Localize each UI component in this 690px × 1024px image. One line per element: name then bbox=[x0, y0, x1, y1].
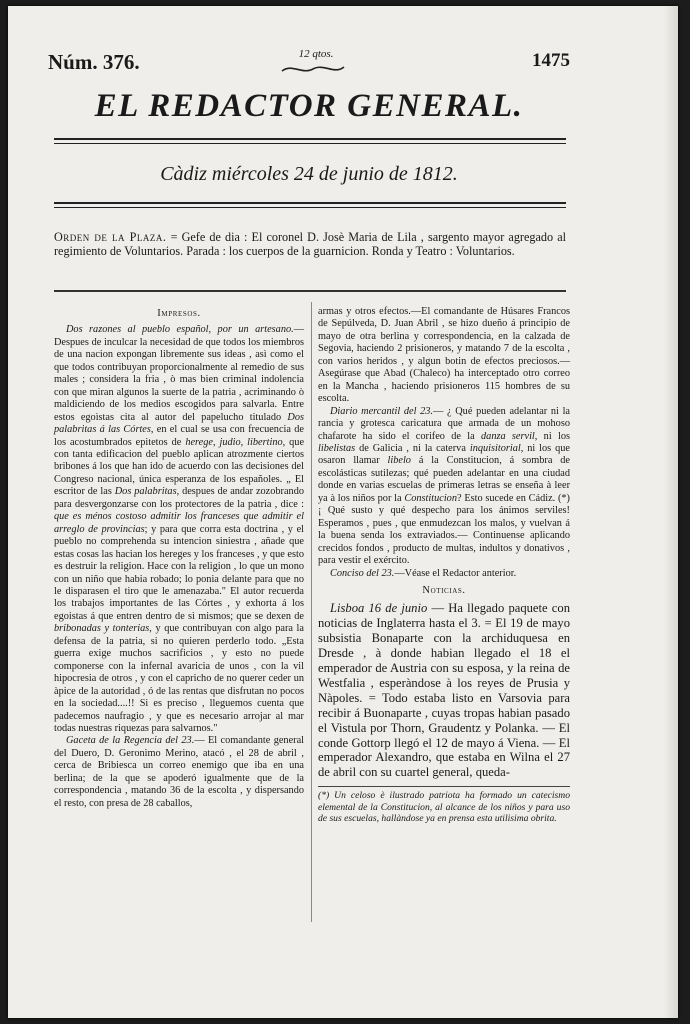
article-continuation: armas y otros efectos.—El comandante de Húsares Francos de Sepúlveda, D. Juan Abril , se hizo dueño á principio de mayo de otra berlina y correspondencia, en la calzada de Segovia, haciendo 2 prisioneros, y matando 7 de la escolta , con varios heridos , y algun botin de efectos preciosos.—Asegúrase que Abad (Chaleco) ha interceptado otro correo en la Mancha , haciendo prisioneros 115 hombres de su escolta. bbox=[318, 306, 570, 405]
newspaper-page bbox=[8, 6, 678, 1018]
article-diario-mercantil: Diario mercantil del 23.— ¿ Qué pueden adelantar ni la rancia y grotesca caricatura que armada de un mohoso chafarote ha sido el corifeo de la danza servil, ni los libelistas de Galicia , ni la caterva inquisitorial, ni los que osaron llamar libelo á la Constitucion, á sombra de escolásticas sutilezas; qué pueden adelantar en una ciudad donde en varias escuelas de primeras letras se enseña à leer ya à los niños por la Constitucion? Esto sucede en Cádiz. (*) ¡ Qué susto y qué despecho para los ánimos serviles! Esperamos , pues , que enmudezcan los malos, y vuelvan á la buena senda los extraviados.— Continuense aplicando crecidos fondos , producto de multas, indultos y donativos , para vestir el exército. bbox=[318, 405, 571, 567]
footnote: (*) Un celoso è ilustrado patriota ha formado un catecismo elemental de la Constitucion, al alcance de los niños y para uso de sus escuelas, hallàndose ya en prensa esta utilisima obrita. bbox=[318, 786, 570, 825]
rule-columns bbox=[54, 290, 566, 292]
price-quarters: 12 qtos. bbox=[298, 48, 334, 60]
section-heading-noticias: Noticias. bbox=[422, 584, 466, 596]
left-column bbox=[54, 306, 304, 810]
page-edge-shadow bbox=[664, 6, 678, 1018]
orden-text: = Gefe de dia : El coronel D. Josè Maria de Lila , sargento mayor agregado al regimiento de Voluntarios. Parada : los cuerpos de la guarnicion. Ronda y Teatro : Voluntarios. bbox=[54, 230, 566, 258]
newspaper-title: EL REDACTOR GENERAL. bbox=[94, 88, 524, 124]
rule-upper bbox=[54, 138, 566, 144]
article-dos-razones: Dos razones al pueblo español, por un artesano.—Despues de inculcar la necesidad de que todos los miembros de una nacion expongan libremente sus ideas , asì como el que todos contribuyan proporcionalmente al remedio de sus males ; considera la fria , ò mas bien criminal indolencia con que miran algunos la suerte de la patria , acriminando ò maldiciendo de los medios escogidos para salvarla. Entre estos egoìstas cita al autor del papelucho titulado Dos palabritas á las Córtes, en el cual se usa con frecuencia de los acostumbrados epitetos de herege, judio, libertino, que con tanta edificacion del pueblo aplican atrozmente ciertos bribones á los que han ido de acuerdo con las decisiones del Congreso nacional, única esperanza de los españoles. „ El escritor de las Dos palabritas, despues de andar zozobrando para desvergonzarse con los protectores de la patria , dice : que es ménos costoso admitir los franceses que admitir el arreglo de provincias; y para que corra esta doctrina , y el pueblo no comprehenda su intencion siniestra , añade que estas cosas las hacian los hereges y los franceses , y que esto es destruir la religion. Hace con la religion , lo que un mono con un niño que habia robado; lo ponia delante para que no le disparasen el tiro que le amenazaba." El autor recuerda los trabajos importantes de las Córtes , y exhorta á los egoistas á que entren dentro de sì mismos; que se dexen de bribonadas y tonterias, y que contribuyan con algo para la defensa de la patria, si no quieren perderlo todo. „Esta guerra exige muchos sacrificios , y esto no puede componerse con la infernal avaricia de unos , con la vil hipocresia de otros , y con el capricho de no querer ceder un àpice de la autoridad , ó de las rentas que disfrutan no pocos en la sociedad....!! Si es preciso , lleguemos cuenta que padecemos naufragio , y que es necesario arrojar al mar todas nuestras riquezas para salvarnos." bbox=[54, 324, 305, 734]
section-heading-impresos: Impresos. bbox=[157, 308, 201, 319]
dateline: Càdiz miércoles 24 de junio de 1812. bbox=[160, 163, 458, 185]
rule-lower bbox=[54, 202, 566, 208]
orden-label: Orden de la Plaza. bbox=[54, 230, 167, 244]
article-lisboa: Lisboa 16 de junio — Ha llegado paquete con noticias de Inglaterra hasta el 3. = El 19 de mayo subsistia Bonaparte con la archiduquesa en Dresde , à donde habian llegado el 18 el emperador de Austria con su esposa, y la reina de Westfalia , esperàndose à los reyes de Prusia y Nàpoles. = Todo estaba listo en Varsovia para recibir á Buonaparte , cuyas tropas habian pasado el Vistula por Thorn, Graudentz y Polanka. — El conde Gottorp llegó el 12 de mayo á Viena. — El emperador Alexandro, que estaba en Wilna el 27 de abril con su cuartel general, queda- bbox=[318, 601, 570, 780]
page-number: 1475 bbox=[532, 50, 570, 71]
column-divider bbox=[311, 302, 312, 922]
article-gaceta-regencia: Gaceta de la Regencia del 23.— El comandante general del Duero, D. Geronimo Merino, atacó , el 28 de abril , cerca de Bribiesca un correo enemigo que iba en una berlina; de la que se apoderó igualmente que de la correspondencia , matando 36 de la escolta , y dispersando el resto, con presa de 28 caballos, bbox=[54, 735, 305, 809]
article-conciso: Conciso del 23.—Véase el Redactor anterior. bbox=[330, 567, 517, 579]
orden-de-la-plaza bbox=[54, 230, 566, 258]
masthead-top bbox=[48, 50, 570, 80]
issue-number: Núm. 376. bbox=[48, 50, 140, 74]
right-column bbox=[318, 306, 570, 825]
ornament-swirl-icon bbox=[278, 62, 348, 76]
